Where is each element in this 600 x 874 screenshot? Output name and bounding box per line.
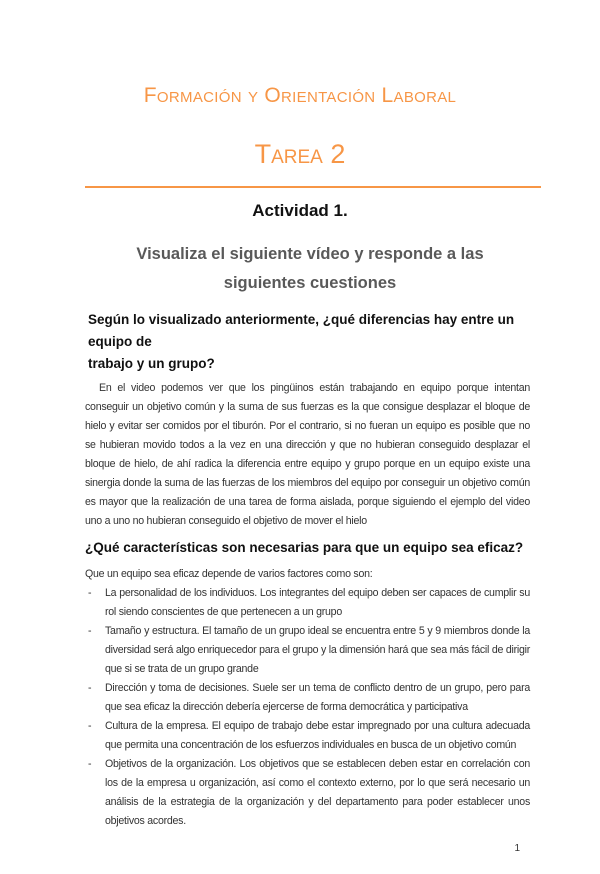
question-1-heading-line1: Según lo visualizado anteriormente, ¿qué diferencias hay entre un equipo de [88,312,515,349]
list-item [85,622,530,679]
title-divider [85,186,541,188]
page-number: 1 [514,843,520,854]
bullet-dash: - [88,682,92,694]
list-item-text: Tamaño y estructura. El tamaño de un grupo ideal se encuentra entre 5 y 9 miembros donde la diversidad será algo enriquecedor para el grupo y la dimensión hará que sea más fácil de dirigir que si se trata de un grupo grande [105,625,530,675]
list-item [85,755,530,831]
list-item [85,584,530,622]
question-1-heading-line2: trabajo y un grupo? [88,356,215,371]
document-body [85,309,530,874]
list-item [85,679,530,717]
list-item-text: La personalidad de los individuos. Los integrantes del equipo deben ser capaces de cumplir su rol siendo conscientes de que pertenecen a un grupo [105,587,530,618]
activity-subtitle: Visualiza el siguiente vídeo y responde a las siguientes cuestiones [136,245,484,292]
question-2-heading: ¿Qué características son necesarias para que un equipo sea eficaz? [85,540,524,555]
question-2-intro: Que un equipo sea eficaz depende de varios factores como son: [85,568,373,580]
list-item-text: Objetivos de la organización. Los objetivos que se establecen deben estar en correlación con los de la empresa u organización, así como el contexto externo, por lo que será necesario un análisis de la estrategia de la organización y del departamento para poder establecer unos objetivos acordes. [105,758,530,827]
document-title: Formación y Orientación Laboral [143,84,457,107]
task-title: Tarea 2 [254,139,346,169]
bullet-dash: - [88,587,92,599]
list-item-text: Dirección y toma de decisiones. Suele ser un tema de conflicto dentro de un grupo, pero para que sea eficaz la dirección debería ejercerse de forma democrática y participativa [105,682,530,713]
list-item [85,717,530,755]
activity-heading: Actividad 1. [252,201,348,220]
question-1-answer: En el video podemos ver que los pingüinos están trabajando en equipo porque intentan conseguir un objetivo común y la suma de sus fuerzas es la que consigue desplazar el bloque de hielo y evitar ser comidos por el tiburón. Por el contrario, si no fueran un equipo es posible que no se hubieran movido todos a la vez en una dirección y que no hubieran conseguido desplazar el bloque de hielo, de ahí radica la diferencia entre equipo y grupo porque en un equipo existe una sinergia donde la suma de las fuerzas de los miembros del equipo por conseguir un objetivo común es mayor que la realización de una tarea de forma aislada, porque siguiendo el ejemplo del video uno a uno no hubieran conseguido el objetivo de mover el hielo [85,382,530,527]
bullet-dash: - [88,758,92,770]
question-1-heading [85,309,530,375]
bullet-dash: - [88,625,92,637]
list-item-text: Cultura de la empresa. El equipo de trabajo debe estar impregnado por una cultura adecuada que permita una concentración de los esfuerzos individuales en busca de un objetivo común [105,720,530,751]
characteristics-list [85,584,530,831]
bullet-dash: - [88,720,92,732]
